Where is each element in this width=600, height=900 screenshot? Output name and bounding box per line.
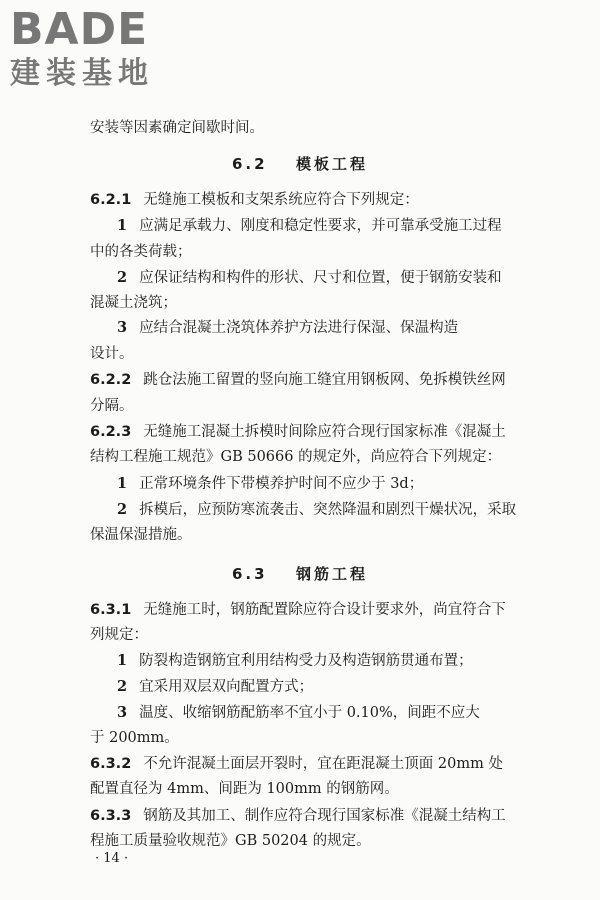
section-title: 钢筋工程 xyxy=(296,565,369,583)
clause-number: 6.2.3 xyxy=(90,424,132,440)
list-item xyxy=(117,703,520,723)
list-item xyxy=(117,318,520,338)
item-number: 2 xyxy=(117,678,128,695)
clause-6-3-1 xyxy=(90,600,520,620)
item-number: 3 xyxy=(117,319,128,336)
clause-continuation: 程施工质量验收规范》GB 50204 的规定。 xyxy=(90,833,371,849)
logo xyxy=(10,6,190,92)
clause-number: 6.2.1 xyxy=(90,192,132,208)
clause-6-2-2 xyxy=(90,370,520,390)
section-title: 模板工程 xyxy=(296,155,369,173)
list-item xyxy=(117,651,520,671)
list-item xyxy=(117,474,520,494)
item-text: 正常环境条件下带模养护时间不应少于 3d； xyxy=(139,476,424,492)
clause-continuation: 列规定： xyxy=(90,627,148,643)
item-text: 应保证结构和构件的形状、尺寸和位置，便于钢筋安装和 xyxy=(139,270,502,286)
item-number: 1 xyxy=(117,217,128,234)
item-number: 2 xyxy=(117,269,128,286)
item-number: 1 xyxy=(117,652,128,669)
list-item-continuation: 设计。 xyxy=(90,346,134,362)
page-number: · 14 · xyxy=(95,851,129,866)
item-number: 2 xyxy=(117,501,128,518)
item-number: 1 xyxy=(117,475,128,492)
logo-brand: BADE xyxy=(10,4,149,55)
item-number: 3 xyxy=(117,704,128,721)
section-heading-6-3 xyxy=(0,564,600,584)
clause-text: 无缝施工模板和支架系统应符合下列规定： xyxy=(143,192,419,208)
clause-text: 无缝施工混凝土拆模时间除应符合现行国家标准《混凝土 xyxy=(143,424,506,440)
clause-6-3-3 xyxy=(90,806,520,826)
item-text: 防裂构造钢筋宜利用结构受力及构造钢筋贯通布置； xyxy=(139,653,473,669)
clause-text: 钢筋及其加工、制作应符合现行国家标准《混凝土结构工 xyxy=(143,808,506,824)
section-heading-6-2 xyxy=(0,154,600,174)
section-number: 6.3 xyxy=(231,565,268,583)
clause-6-2-1 xyxy=(90,190,520,210)
list-item xyxy=(117,500,520,520)
item-text: 宜采用双层双向配置方式； xyxy=(139,679,314,695)
clause-text: 不允许混凝土面层开裂时，宜在距混凝土顶面 20mm 处 xyxy=(143,756,503,772)
item-text: 温度、收缩钢筋配筋率不宜小于 0.10%，间距不应大 xyxy=(139,705,480,721)
list-item-continuation: 于 200mm。 xyxy=(90,730,179,746)
item-text: 拆模后，应预防寒流袭击、突然降温和剧烈干燥状况，采取 xyxy=(139,502,517,518)
clause-continuation: 结构工程施工规范》GB 50666 的规定外，尚应符合下列规定： xyxy=(90,449,502,465)
item-text: 应结合混凝土浇筑体养护方法进行保湿、保温构造 xyxy=(139,320,459,336)
list-item-continuation: 中的各类荷载； xyxy=(90,244,192,260)
list-item xyxy=(117,268,520,288)
clause-number: 6.2.2 xyxy=(90,372,132,388)
clause-continuation: 分隔。 xyxy=(90,398,134,414)
clause-continuation: 配置直径为 4mm、间距为 100mm 的钢筋网。 xyxy=(90,781,399,797)
clause-text: 无缝施工时，钢筋配置除应符合设计要求外，尚宜符合下 xyxy=(143,602,506,618)
item-text: 应满足承载力、刚度和稳定性要求，并可靠承受施工过程 xyxy=(139,218,502,234)
clause-6-2-3 xyxy=(90,422,520,442)
logo-subtitle: 建装基地 xyxy=(10,56,154,91)
section-number: 6.2 xyxy=(231,155,268,173)
clause-text: 跳仓法施工留置的竖向施工缝宜用钢板网、免拆模铁丝网 xyxy=(143,372,506,388)
intro-line: 安装等因素确定间歇时间。 xyxy=(90,120,264,136)
clause-number: 6.3.3 xyxy=(90,808,132,824)
list-item xyxy=(117,677,520,697)
clause-number: 6.3.2 xyxy=(90,756,132,772)
clause-number: 6.3.1 xyxy=(90,602,132,618)
list-item-continuation: 保温保湿措施。 xyxy=(90,527,192,543)
list-item-continuation: 混凝土浇筑； xyxy=(90,295,177,311)
clause-6-3-2 xyxy=(90,754,520,774)
list-item xyxy=(117,216,520,236)
